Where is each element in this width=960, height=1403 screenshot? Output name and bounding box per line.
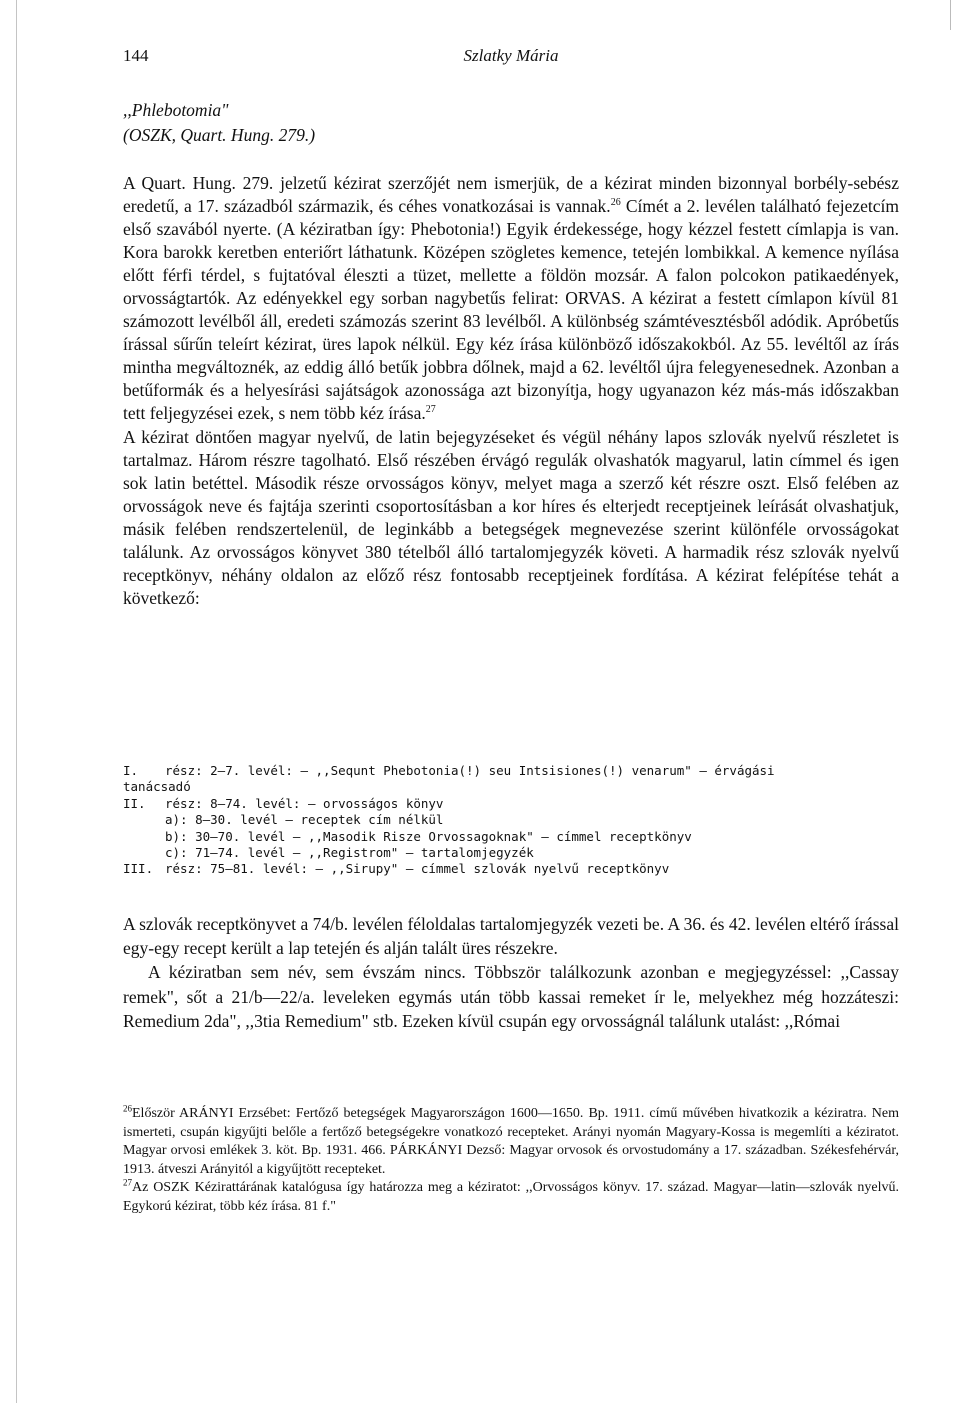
list-item-continuation: [123, 779, 899, 795]
footnote-text: Az OSZK Kézirattárának katalógusa így határozza meg a kéziratot: ,,Orvosságos könyv. 17. század. Magyar—latin—szlovák nyelvű. Egykorú kézirat, több kéz írása. 81 f.": [123, 1180, 899, 1214]
list-item-text: c): 71—74. levél — ,,Registrom" — tartalomjegyzék: [165, 845, 534, 861]
scan-edge-line-right: [950, 0, 951, 30]
footnote-text: Először ARÁNYI Erzsébet: Fertőző betegségek Magyarországon 1600—1650. Bp. 1911. című művében hivatkozik a kéziratra. Nem ismerteti, csupán kigyűjti belőle a fertőző betegségekre vonatkozó recepteket. Arányi nyomán Magyary-Kossa is megemlíti a kéziratot. Magyar orvosi emlékek 3. köt. Bp. 1931. 466. PÁRKÁNYI Dezső: Magyar orvosok és orvostudomány a 17. században. Székesfehérvár, 1913. átveszi Arányitól a kigyűjtött recepteket.: [123, 1106, 899, 1177]
footnotes: [123, 1105, 899, 1217]
list-item-number: II.: [123, 795, 146, 811]
list-item-text: rész: 8—74. levél: — orvosságos könyv: [165, 795, 444, 811]
list-subitem: [123, 829, 899, 845]
footnote-26: [123, 1105, 899, 1179]
list-item-number: III.: [123, 861, 154, 877]
footnote-number: 26: [123, 1103, 132, 1114]
list-subitem: [123, 845, 899, 861]
title-line-1: ,,Phlebotomia": [123, 100, 229, 120]
running-head: Szlatky Mária: [463, 46, 559, 65]
list-item: [123, 861, 899, 877]
paragraph: A szlovák receptkönyvet a 74/b. levélen féloldalas tartalomjegyzék vezeti be. A 36. és 42. levélen eltérő írással egy-egy recept került a lap tetején és alján talált üres részekre.: [123, 914, 899, 959]
list-item: [123, 763, 899, 779]
list-item-number: I.: [123, 763, 139, 778]
list-item-text: rész: 2—7. levél: — ,,Sequnt Phebotonia(!) seu Intsisiones(!) venarum" — érvágási: [165, 763, 775, 778]
paragraph: A kéziratban sem név, sem évszám nincs. Többször találkozunk azonban e megjegyzéssel: ,,Cassay remek", sőt a 21/b—22/a. leveleken egymás után több kassai remeket ír le, melyekhez még hozzáteszi: Remedium 2da", ,,3tia Remedium" stb. Ezeken kívül csupán egy orvosságnál találunk utalást: ,,Római: [123, 962, 899, 1031]
footnote-ref-27: 27: [425, 404, 436, 416]
footnote-ref-26: 26: [610, 197, 621, 209]
body-text-continued: [123, 912, 899, 1033]
body-text: [123, 172, 899, 610]
list-item-text: b): 30—70. levél — ,,Masodik Risze Orvossagoknak" — címmel receptkönyv: [165, 828, 692, 844]
page-number: 144: [123, 46, 149, 65]
paragraph-text: A Quart. Hung. 279. jelzetű kézirat szerzőjét nem ismerjük, de a kézirat minden bizonnyal borbély-sebész eredetű, a 17. századból származik, és céhes vonatkozásai is vannak.: [123, 173, 899, 217]
list-item: [123, 796, 899, 812]
page-header: [123, 46, 899, 70]
list-item-text: rész: 75—81. levél: — ,,Sirupy" — címmel szlovák nyelvű receptkönyv: [165, 861, 670, 877]
manuscript-structure-list: [123, 763, 899, 878]
title-line-2: (OSZK, Quart. Hung. 279.): [123, 125, 316, 145]
scan-edge-line-left: [16, 0, 17, 1403]
footnote-number: 27: [123, 1177, 132, 1188]
paragraph: A kézirat döntően magyar nyelvű, de latin bejegyzéseket és végül néhány lapos szlovák nyelvű részletet is tartalmaz. Három részre tagolható. Első részében érvágó regulák olvashatók magyarul, latin címmel és igen sok latin betéttel. Második része orvosságos könyv, melyet maga a szerző két részre oszt. Első felében az orvosságok neve és fajtája szerinti csoportosításban a kor híres és elterjedt receptjeinek leírását olvashatjuk, másik felében rendszertelenül, de leginkább a betegségek megnevezése szerint különféle orvosságokat találunk. Az orvosságos könyvet 380 tételből álló tartalomjegyzék követi. A harmadik rész szlovák nyelvű receptkönyv, néhány oldalon az előző rész fontosabb receptjeinek fordítása. A kézirat felépítése tehát a következő:: [123, 426, 899, 608]
list-item-text: tanácsadó: [123, 779, 191, 795]
section-title: [123, 98, 315, 148]
paragraph-text: Címét a 2. levélen található fejezetcím első szavából nyerte. (A kéziratban így: Phebotonia!) Egyik érdekessége, hogy kézzel festett címlapja is van. Kora barokk keretben enteriőrt láthatunk. Középen szögletes kemence, tetején lombikkal. A kemence nyílása előtt férfi térdel, s fujtatóval éleszti a tüzet, mellette a földön mozsár. A falon polcokon patikaedények, orvosságtartók. Az edényekkel egy sorban nagybetűs felirat: ORVAS. A kézirat a festett címlapon kívül 81 számozott levélből áll, eredeti számozás szerint 83 levélből. A különbség számtévesztésből adódik. Apróbetűs írással sűrűn teleírt kézirat, üres lapok nélkül. Egy kéz írása különböző időszakokból. Az 55. levéltől az írás mintha megváltoznék, az eddig álló betűk jobbra dőlnek, majd a 62. levéltől újra felegyenesednek. Azonban a betűformák és a helyesírási sajátságok azonossága azt bizonyítja, hogy ugyanazon kéz más-más időszakban tett feljegyzései ezek, s nem több kéz írása.: [123, 196, 899, 424]
list-subitem: [123, 812, 899, 828]
list-item-text: a): 8—30. levél — receptek cím nélkül: [165, 812, 444, 828]
footnote-27: [123, 1179, 899, 1216]
paragraph: [123, 172, 899, 426]
